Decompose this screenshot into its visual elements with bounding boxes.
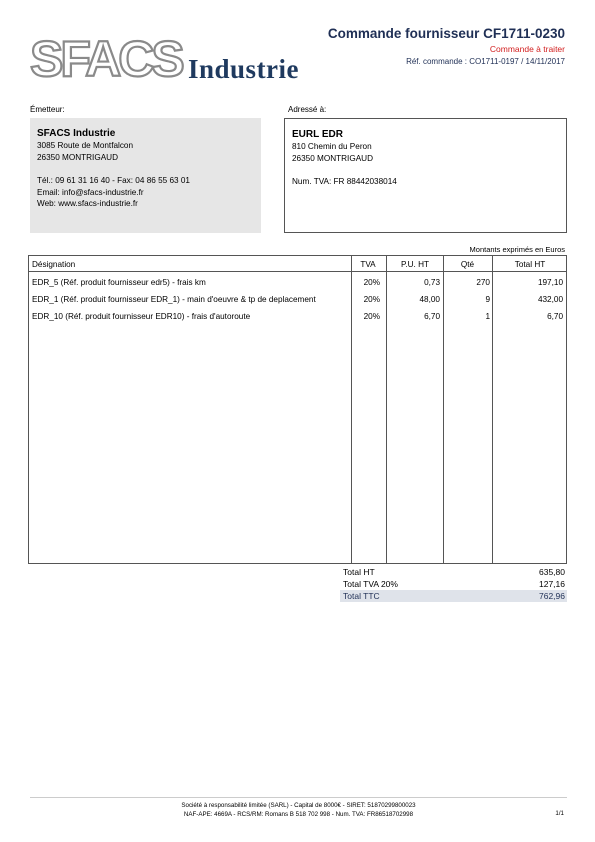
totals-block [340,566,567,602]
company-logo [28,32,318,88]
footer-line-1: Société à responsabilité limitée (SARL) - Capital de 8000€ - SIRET: 51870299800023 [181,802,416,809]
column-header-total: Total HT [514,260,546,269]
items-table [28,255,567,564]
row-1-total: 197,10 [537,278,563,287]
column-header-unit-price: P.U. HT [400,260,430,269]
currency-note: Montants exprimés en Euros [469,245,565,254]
column-header-tva: TVA [360,260,376,269]
sender-address-line2: 26350 MONTRIGAUD [37,152,118,162]
total-tva-label: Total TVA 20% [343,579,398,589]
recipient-vat-number: Num. TVA: FR 88442038014 [292,177,397,186]
page-number: 1/1 [555,810,564,817]
total-ht-row [340,566,567,578]
recipient-address-line2: 26350 MONTRIGAUD [292,153,373,163]
row-2-unit-price: 48,00 [419,295,440,304]
total-tva-value: 127,16 [539,579,565,589]
row-2-quantity: 9 [485,295,490,304]
recipient-label: Adressé à: [288,105,327,114]
row-2-total: 432,00 [537,295,563,304]
sender-email: Email: info@sfacs-industrie.fr [37,187,144,197]
row-1-designation: EDR_5 (Réf. produit fournisseur edr5) - frais km [32,278,206,287]
row-3-unit-price: 6,70 [424,312,440,321]
order-reference: Réf. commande : CO1711-0197 / 14/11/2017 [406,57,565,66]
sender-name: SFACS Industrie [37,128,116,139]
row-1-quantity: 270 [476,278,490,287]
footer-legal [30,801,567,819]
column-header-designation: Désignation [32,260,76,269]
recipient-name: EURL EDR [292,129,343,140]
sender-phone: Tél.: 09 61 31 16 40 - Fax: 04 86 55 63 01 [37,176,190,185]
svg-text:SFACS: SFACS [30,32,182,87]
column-header-quantity: Qté [460,260,475,269]
sender-box [30,118,261,233]
recipient-address-line1: 810 Chemin du Peron [292,142,372,151]
logo-wordmark [28,32,188,88]
total-ht-label: Total HT [343,567,375,577]
footer-divider [30,797,567,798]
footer-line-2: NAF-APE: 4669A - RCS/RM: Romans B 518 702 998 - Num. TVA: FR86518702998 [183,811,414,818]
row-3-total: 6,70 [547,312,563,321]
total-ttc-row [340,590,567,602]
total-tva-row [340,578,567,590]
logo-subtitle: Industrie [188,54,300,84]
order-status: Commande à traiter [489,44,565,54]
row-3-tva: 20% [363,312,380,321]
row-1-unit-price: 0,73 [424,278,440,287]
total-ttc-value: 762,96 [539,591,565,601]
sender-address-line1: 3085 Route de Montfalcon [37,141,134,150]
row-2-designation: EDR_1 (Réf. produit fournisseur EDR_1) - main d'oeuvre & tp de deplacement [32,295,316,304]
row-2-tva: 20% [363,295,380,304]
sender-website: Web: www.sfacs-industrie.fr [37,199,138,208]
row-1-tva: 20% [363,278,380,287]
row-3-quantity: 1 [485,312,490,321]
row-3-designation: EDR_10 (Réf. produit fournisseur EDR10) - frais d'autoroute [32,312,251,321]
total-ttc-label: Total TTC [343,591,380,601]
total-ht-value: 635,80 [539,567,565,577]
recipient-box [284,118,567,233]
sender-label: Émetteur: [30,105,65,114]
document-title: Commande fournisseur CF1711-0230 [327,26,565,41]
